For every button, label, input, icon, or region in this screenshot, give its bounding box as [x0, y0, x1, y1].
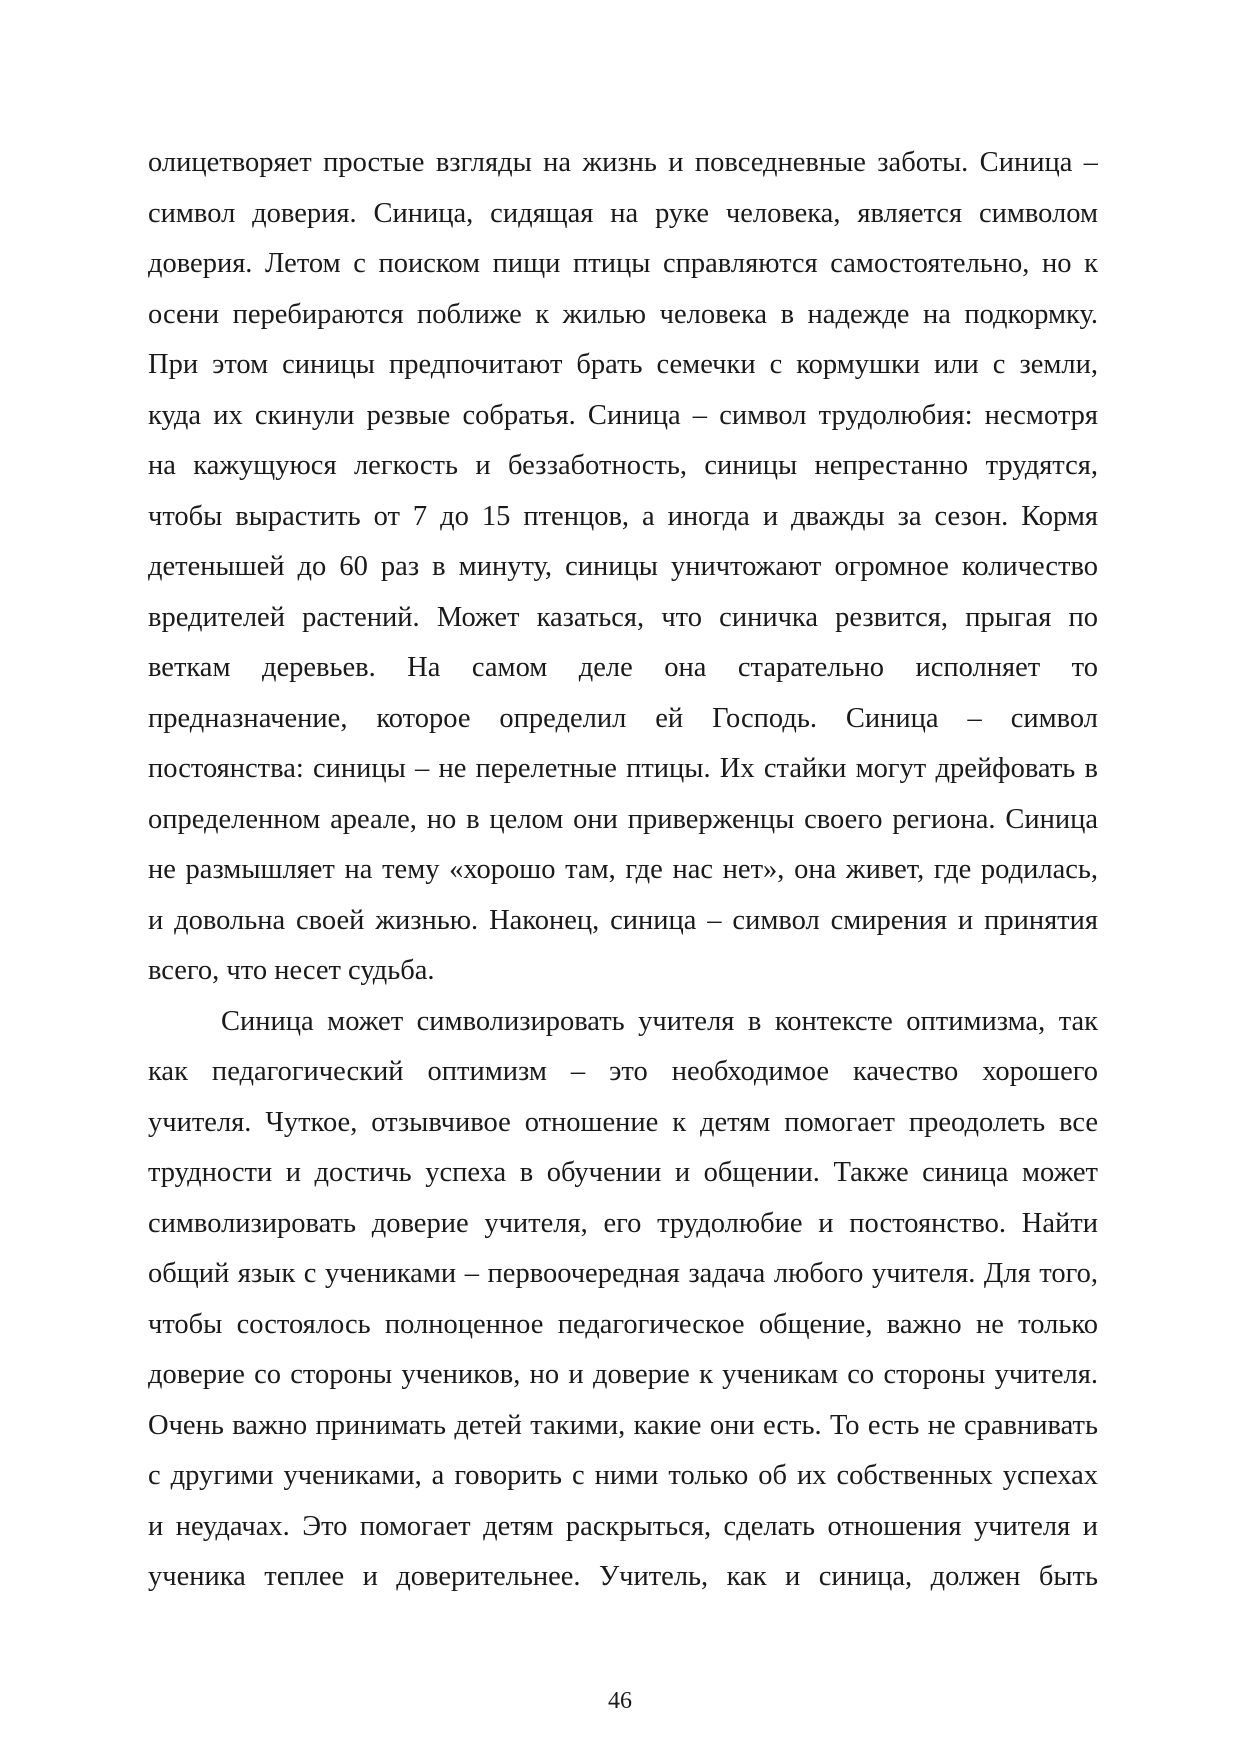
text-line: куда их скинули резвые собратья. Синица – символ трудолюбия: несмотря: [148, 399, 1098, 431]
text-line: предназначение, которое определил ей Господь. Синица – символ: [148, 702, 1098, 734]
text-line: веткам деревьев. На самом деле она старательно исполняет то: [148, 652, 1098, 683]
text-line: чтобы состоялось полноценное педагогическое общение, важно не только: [148, 1308, 1098, 1340]
text-line: не размышляет на тему «хорошо там, где нас нет», она живет, где родилась,: [148, 854, 1098, 885]
paragraph-1: [148, 138, 1098, 997]
text-line: и довольна своей жизнью. Наконец, синица – символ смирения и принятия: [148, 904, 1098, 936]
text-line: вредителей растений. Может казаться, что синичка резвится, прыгая по: [148, 601, 1098, 633]
body-text: [148, 138, 1098, 1603]
text-line: с другими учениками, а говорить с ними только об их собственных успехах: [148, 1460, 1098, 1491]
text-line: символизировать доверие учителя, его трудолюбие и постоянство. Найти: [148, 1207, 1098, 1239]
text-line: чтобы вырастить от 7 до 15 птенцов, а иногда и дважды за сезон. Кормя: [148, 500, 1098, 532]
text-line: учителя. Чуткое, отзывчивое отношение к детям помогает преодолеть все: [148, 1106, 1098, 1138]
text-line: постоянства: синицы – не перелетные птицы. Их стайки могут дрейфовать в: [148, 753, 1098, 784]
text-line: на кажущуюся легкость и беззаботность, синицы непрестанно трудятся,: [148, 450, 1098, 481]
text-line: При этом синицы предпочитают брать семечки с кормушки или с земли,: [148, 349, 1098, 380]
text-line: и неудачах. Это помогает детям раскрыться, сделать отношения учителя и: [148, 1510, 1098, 1542]
text-line: символ доверия. Синица, сидящая на руке человека, является символом: [148, 197, 1098, 229]
text-line: доверие со стороны учеников, но и доверие к ученикам со стороны учителя.: [148, 1359, 1098, 1390]
text-line: осени перебираются поближе к жилью человека в надежде на подкормку.: [148, 298, 1098, 330]
text-line: ученика теплее и доверительнее. Учитель, как и синица, должен быть: [148, 1561, 1098, 1592]
text-line: общий язык с учениками – первоочередная задача любого учителя. Для того,: [148, 1258, 1098, 1289]
paragraph-2: [148, 997, 1098, 1603]
text-line: определенном ареале, но в целом они приверженцы своего региона. Синица: [148, 803, 1098, 835]
text-line: олицетворяет простые взгляды на жизнь и повседневные заботы. Синица –: [148, 147, 1098, 178]
text-line: Синица может символизировать учителя в контексте оптимизма, так: [221, 1005, 1098, 1037]
text-line: трудности и достичь успеха в обучении и общении. Также синица может: [148, 1157, 1098, 1188]
text-line: Очень важно принимать детей такими, какие они есть. То есть не сравнивать: [148, 1409, 1098, 1441]
text-line: детенышей до 60 раз в минуту, синицы уничтожают огромное количество: [148, 551, 1098, 582]
text-line: как педагогический оптимизм – это необходимое качество хорошего: [148, 1056, 1098, 1087]
text-line: всего, что несет судьба.: [148, 955, 435, 986]
page-number: 46: [608, 1688, 632, 1714]
text-line: доверия. Летом с поиском пищи птицы справляются самостоятельно, но к: [148, 248, 1098, 279]
